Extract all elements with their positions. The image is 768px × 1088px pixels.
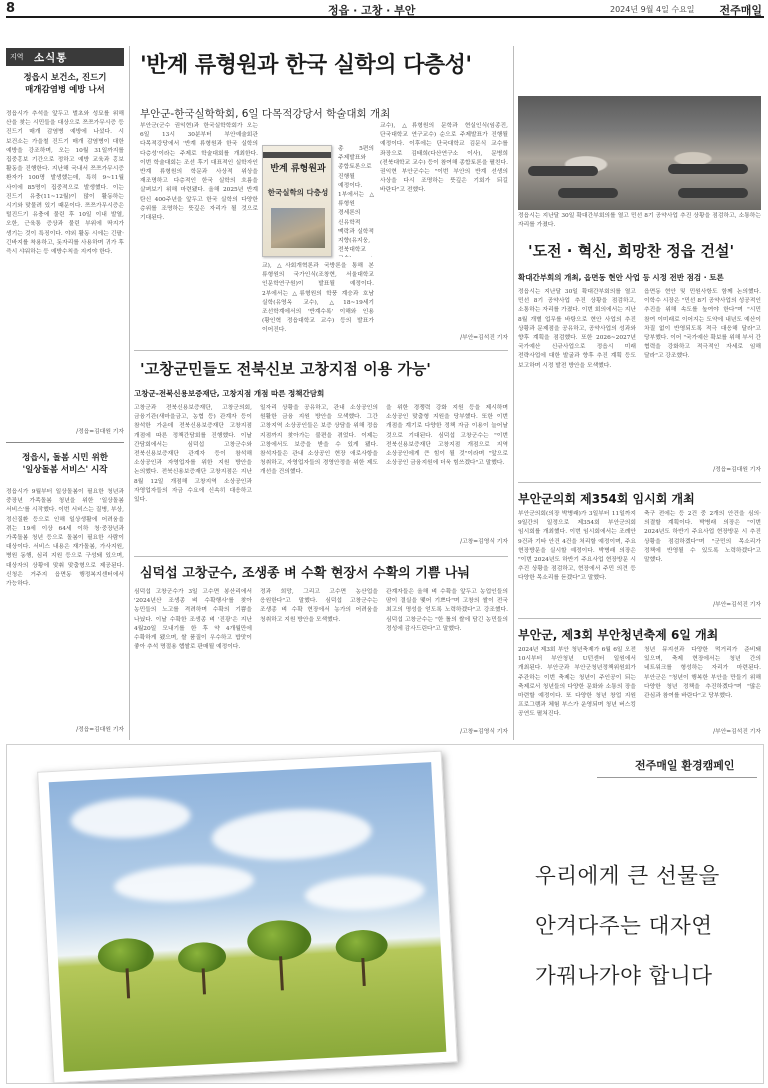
brand-name: 전주매일 [719,4,762,17]
article-1-col-1: 부안군(군수 권익현)과 한국실학학회가 오는 6일 13시 30분부터 부안예술회관 다목적강당에서 '반계 류형원과 한국 실학의 다층성'이라는 주제로 학술대회를 개최한다. 이번 학술대회는 조선 후기 대표적인 실학자인 반계 류형원의 학문과 사상적 위상을 재조명하고 다층적인 한국 실학의 흐름을 살펴보기 위해 마련됐다. 올해 2025년 반계 탄신 400주년을 앞두고 한국 실학의 다양한 층위를 조명하는 뜻깊은 자리가 될 것으로 기대된다. [140,123,258,222]
ad-slogan-line-1: 우리에게 큰 선물을 [535,864,720,889]
news-item-headline: 정읍시, 돌봄 시민 위한 '일상돌봄 서비스' 시작 [21,453,108,475]
news-item-1-headline-box [6,72,124,102]
article-1-headline: '반계 류형원과 한국 실학의 다층성' [140,53,472,78]
article-6-headline: 부안군, 제3회 부안청년축제 6일 개최 [518,628,719,642]
article-4-headline: 부안군의회 제354회 임시회 개최 [518,492,695,506]
article-3-col-3: 을 위한 경쟁력 강화 지원 등을 제시하며 소상공인 맞춤형 지원을 당부했다. 또한 이번 개점을 계기로 다양한 정책 자금 이용이 늘어날 것으로 기대된다. 심덕섭 고창군수는 "이번 전북신용보증재단 고창지점 개점으로 지역 소상공인에게 큰 힘이 될 것"이라며 "앞으로 소상공인 금융지원에 더욱 힘쓰겠다"고 말했다. [386,405,508,467]
article-5-col-3: 관계자들은 올해 벼 수확을 앞두고 농업인들의 땀이 결실을 맺어 기쁘다"며 고창의 쌀이 전국 최고의 명성을 얻도록 노력하겠다"고 강조했다. 심덕섭 고창군수는 "한 톨의 쌀에 담긴 농민들의 정성에 감사드린다"고 말했다. [386,589,508,632]
article-4-byline: /부안=김석진 기자 [713,602,761,608]
article-1-col-3: 교), △사회개혁론과 국방론을 통해 본 류형원의 국가인식(조창현, 서울대학교 인문학연구원)이 발표될 예정이다. 2부에서는 △류형원의 학풍 계승과 호남 실학(유영옥 교수), △18~19세기 조선학계에서의 '반계수록' 이해와 인용(황인혁 정읍대학교 교수) 등의 발표가 이어진다. [262,263,374,334]
section-rule [134,556,508,557]
photo-detail [668,164,748,174]
book-band [263,152,331,158]
ad-campaign-title: 전주매일 환경캠페인 [635,759,735,772]
section-title: 정읍 · 고창 · 부안 [328,4,416,17]
article-5-col-2: 정과 희망, 그리고 고수면 농산업을 응원한다"고 말했다. 심덕섭 고창군수는 조생종 벼 수확 현장에서 농가의 어려움을 청취하고 지원 방안을 모색했다. [260,589,378,623]
tree-trunk [126,968,131,998]
ad-slogan-line-3: 가꿔나가야 합니다 [535,964,713,989]
article-1-byline: /부안=김석진 기자 [460,335,508,341]
photo-caption: 정읍시는 지난달 30일 확대간부회의를 열고 민선 8기 공약사업 추진 상황을 점검하고, 소통하는 자리를 가졌다. [518,213,761,229]
cloud-shape [304,873,426,913]
photo-detail [528,166,598,176]
article-1-col-4: 교수), △류형원의 문학과 현실인식(임종진, 단국대학교 연구교수) 순으로 주제발표가 진행될 예정이다. 이후에는 단국대학교 김문식 교수를 좌장으로 김태희(다산연구소 이사), 문병희(전북대학교 교수) 등이 참여해 종합토론을 펼친다. 권익현 부안군수는 "이번 부안의 반계 선생의 사상을 다시 조명하는 뜻깊은 기회가 되길 바란다"고 전했다. [380,123,508,194]
article-6-col-2: 청년 뮤지션과 다양한 먹거리가 준비돼 있으며, 축제 현장에서는 청년 간의 네트워크를 형성하는 자리가 마련된다. 부안군은 "청년이 행복한 부안을 만들기 위해 다양한 청년 정책을 추진하겠다"며 "많은 관심과 참여를 바란다"고 당부했다. [644,647,761,700]
article-4-col-1: 부안군의회(의장 박병래)가 3일부터 11일까지 9일간의 일정으로 제354회 부안군의회 임시회를 개최했다. 이번 임시회에서는 조례안 9건과 기타 안건 4건을 처리할 예정이며, 주요 현장방문을 실시할 예정이다. 박병래 의장은 "이번 2024년도 하반기 주요사업 현장방문 시 추진 상황을 점검하고, 현장에서 주민 의견 등 다양한 목소리를 듣겠다"고 말했다. [518,511,636,582]
cloud-shape [211,805,373,863]
tree-shape [246,919,314,992]
news-item-body: 정읍시가 9월부터 일상돌봄이 필요한 청년과 중장년 가족돌봄 청년을 위한 '일상돌봄 서비스'를 시작했다. 이번 서비스는 질병, 부상, 정신질환 등으로 인해 일상생활에 어려움을 겪는 19세 이상 64세 이하 청·중장년과 가족돌봄 청년 등으로 돌봄이 필요한 사람이 대상이다. 서비스 내용은 재가돌봄, 가사지원, 병원 동행, 심리 지원 등으로 구성돼 있으며, 대상자의 상황에 맞춰 맞춤형으로 제공된다. 신청은 거주지 읍면동 행정복지센터에서 가능하다. [6,489,124,588]
tree-trunk [361,958,365,986]
ad-landscape-image [49,762,447,1072]
article-3-byline: /고창=김영식 기자 [460,539,508,545]
section-rule [134,350,508,351]
meeting-photo [518,96,761,210]
section-rule [518,618,761,619]
tree-shape [335,929,390,988]
column-rule [129,46,130,740]
article-3-col-1: 고창군과 전북신용보증재단, 고창군의회, 금융기관(새마을금고, 농협 등) 관계자 등이 참석한 가운데 전북신용보증재단 고창지점 개점에 따른 정책간담회를 진행했다. 이날 간담회에서는 심덕섭 고창군수와 전북신용보증재단 관계자 등이 참석해 소상공인과 자영업자를 위한 지원 방안을 논의했다. 전북신용보증재단 고창지점은 지난 8월 12일 개점해 고창지역 소상공인과 자영업자들의 자금 수요에 신속히 대응하고 있다. [134,405,252,504]
book-cover-image [262,145,332,257]
news-item-2-headline-box [6,452,124,482]
article-3-headline: '고창군민들도 전북신보 고창지점 이용 가능' [140,360,431,378]
article-5-byline: /고창=김영식 기자 [460,729,508,735]
ad-rule [597,777,757,778]
photo-detail [678,188,748,198]
page-number: 8 [6,1,16,16]
news-divider [6,442,124,443]
book-cover-picture [271,208,325,248]
article-2-byline: /정읍=김대원 기자 [713,467,761,473]
news-brief-header [6,48,124,66]
cloud-shape [70,795,192,841]
article-6-col-1: 2024년 제3회 부안 청년축제가 6월 6일 오전 10시부터 부안청년 U턴센터 일원에서 개최된다. 부안군과 부안군청년정책위원회가 주관하는 이번 축제는 청년이 주인공이 되는 축제로서 청년들의 다양한 문화와 소통의 장을 마련할 예정이다. 또 다양한 청년 창업 지원 프로그램과 체험 부스가 운영되며 청년 버스킹 공연도 펼쳐진다. [518,647,636,718]
article-4-col-2: 축구 전에는 등 2건 중 2개의 안건을 심의·의결할 계획이다. 박병래 의장은 "이번 2024년도 하반기 주요사업 현장방문 시 추진 상황을 점검하겠다"며 "군민의 목소리가 정책에 반영될 수 있도록 노력하겠다"고 말했다. [644,511,761,564]
section-rule [518,482,761,483]
book-title-line-2: 한국실학의 다층성 [267,188,329,197]
ad-photo-card [37,751,458,1084]
ad-slogan-line-2: 안겨다주는 대자연 [535,914,713,939]
news-item-headline: 정읍시 보건소, 진드기 매개감염병 예방 나서 [23,73,107,95]
article-3-subhead: 고창군-전북신용보증재단, 고창지점 개점 따른 정책간담회 [134,389,325,398]
article-2-col-1: 정읍시는 지난달 30일 확대간부회의를 열고 민선 8기 공약사업 추진 상황을 점검하고, 소통하는 자리를 가졌다. 이번 회의에서는 지난 8월 개별 업무를 바탕으로 현안 사업의 추진 상황과 문제점을 공유하고, 공약사업의 성과와 향후 계획을 점검했다. 또한 2026~2027년 국가예산 신규사업으로 정읍시 미래 전략사업에 대한 발굴과 향후 추진 계획 등도 보고하며 시정 발전 방안을 모색했다. [518,289,636,369]
issue-date: 2024년 9월 4일 수요일 [610,5,695,14]
article-3-col-2: 일자리 상황을 공유하고, 관내 소상공인의 원활한 금융 지원 방안을 모색했다. 그간 고창지역 소상공인들은 보증 상담을 위해 정읍 지점까지 찾아가는 불편을 겪었다. 이제는 고창에서도 보증을 받을 수 있게 됐다. 참석자들은 관내 소상공인 현장 애로사항을 청취하고, 자영업자들의 경영안정을 위한 제도 개선을 건의했다. [260,405,378,476]
article-2-col-2: 읍면동 현안 및 민원사항도 함께 논의했다. 이학수 시장은 "민선 8기 공약사업의 성공적인 추진을 위해 속도를 높여야 한다"며 "시민 참여 이미래로 이어지는 도약에 내년도 예산이 차질 없이 반영되도록 적극 대응해 달라"고 당부했다. 이어 "국가예산 확보를 위해 부서 간 협력을 강화하고 적극적인 자세로 임해 달라"고 강조했다. [644,289,761,360]
news-item-byline: /정읍=김대원 기자 [76,727,124,733]
column-rule [513,46,514,740]
article-1-subhead: 부안군-한국실학학회, 6일 다목적강당서 학술대회 개최 [140,108,391,120]
book-title-line-1: 반계 류형원과 [270,164,326,174]
news-item-byline: /정읍=김대원 기자 [76,429,124,435]
news-brief-title: 소식통 [34,52,68,64]
article-1-col-2: 총 5편의 주제발표와 종합토론으로 진행될 예정이다. 1부에서는 △류형원 경세론의 신유학적 맥락과 실학적 지향(유지웅, 전북대학교 [338,146,374,254]
news-brief-label: 지역 [10,53,24,61]
article-2-subhead: 확대간부회의 개최, 읍면동 현안 사업 등 시정 전반 점검 · 토론 [518,273,724,282]
page-header [6,0,764,18]
cloud-shape [113,862,255,905]
news-item-body: 정읍시가 추석을 앞두고 벌초와 성묘를 위해 산을 찾는 시민들을 대상으로 쯔쯔가무시증 등 진드기 매개 감염병 예방에 나섰다. 시 보건소는 가을철 진드기 매개 감염병이 대한 예방을 강조하며, 오는 10월 31일까지를 집중홍보 기간으로 정하고 예방 교육과 홍보 활동을 진행한다. 지난해 국내서 쯔쯔가무시증 환자가 100명 발생했는데, 특히 9~11월 사이에 85명이 집중적으로 발생했다. 이는 진드기 유충(11~12월)이 많이 활동하는 시기와 맞물려 있기 때문이다. 쯔쯔가무시증은 털진드기 유충에 물린 후 10일 이내 발열, 오한, 근육통 증상과 물린 부위에 딱지가 생기는 것이 특징이다. 야외 활동 시에는 긴팔·긴바지를 착용하고, 돗자리를 사용하며 귀가 후 즉시 샤워하는 등 예방수칙을 지켜야 한다. [6,111,124,256]
article-5-headline: 심덕섭 고창군수, 조생종 벼 수확 현장서 수확의 기쁨 나눠 [140,566,470,581]
tree-shape [177,941,228,995]
tree-trunk [279,956,284,990]
article-5-col-1: 심덕섭 고창군수가 3일 고수면 봉산리에서 '2024년산 조생종 벼 수확행사'를 찾아 농민들의 노고를 격려하며 수확의 기쁨을 나눴다. 이날 수확한 조생종 벼 '진광'은 지난 4월20일 모내기를 한 후 약 4개월만에 수확하게 됐으며, 쌀 품질이 우수하고 밥맛이 좋아 추석 명절용 햅쌀로 판매될 예정이다. [134,589,252,651]
tree-shape [97,937,156,1000]
photo-detail [558,188,618,198]
environment-campaign-ad [6,744,764,1084]
article-6-byline: /부안=김석진 기자 [713,729,761,735]
article-2-headline: '도전 · 혁신, 희망찬 정읍 건설' [528,242,735,260]
